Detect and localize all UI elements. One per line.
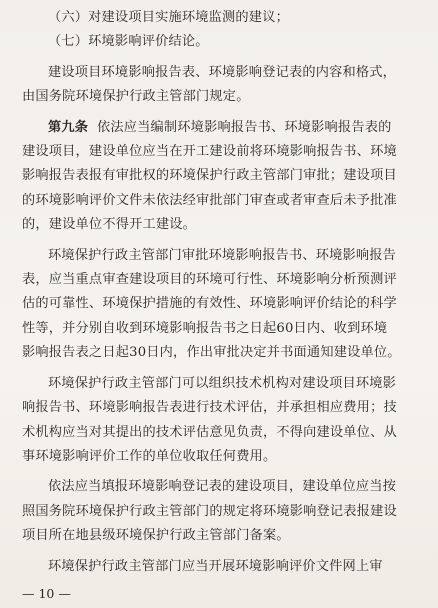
article-text: 依法应当编制环境影响报告书、环境影响报告表的 [96,119,392,135]
article-heading-line [22,116,416,140]
paragraph-line: 术机构应当对其提出的技术评估意见负责，不得向建设单位、从 [22,424,397,440]
paragraph-line: 环境保护行政主管部门应当开展环境影响评价文件网上审 [48,558,383,574]
paragraph-line: 性等，并分别自收到环境影响报告书之日起60日内、收到环境 [22,320,388,336]
paragraph-line: 的环境影响评价文件未依法经审批部门审查或者审查后未予批准 [22,192,397,208]
paragraph-line: 环境保护行政主管部门可以组织技术机构对建设项目环境影 [48,375,397,391]
paragraph-line: 建设项目，建设单位应当在开工建设前将环境影响报告书、环境 [22,144,397,160]
paragraph-line: 表，应当重点审查建设项目的环境可行性、环境影响分析预测评 [22,272,397,288]
paragraph-line: 环境保护行政主管部门审批环境影响报告书、环境影响报告 [48,247,397,263]
article-label: 第九条 [48,119,89,135]
paragraph-line: 由国务院环境保护行政主管部门规定。 [22,89,250,105]
paragraph-line: 影响报告表之日起30日内，作出审批决定并书面通知建设单位。 [22,345,401,361]
paragraph-line: 照国务院环境保护行政主管部门的规定将环境影响登记表报建设 [22,503,397,519]
paragraph-line: 事环境影响评价工作的单位收取任何费用。 [22,448,277,464]
list-item: （六）对建设项目实施环境监测的建议； [48,10,289,25]
paragraph-line: 依法应当填报环境影响登记表的建设项目，建设单位应当按 [48,479,397,495]
list-item: （七）环境影响评价结论。 [48,34,209,50]
paragraph-line: 影响报告表报有审批权的环境保护行政主管部门审批；建设项目 [22,168,397,184]
paragraph-line: 的，建设单位不得开工建设。 [22,217,197,233]
paragraph-line: 建设项目环境影响报告表、环境影响登记表的内容和格式， [48,64,397,80]
paragraph-line: 响报告书、环境影响报告表进行技术评估，并承担相应费用；技 [22,400,397,416]
paragraph-line: 估的可靠性、环境保护措施的有效性、环境影响评价结论的科学 [22,296,397,312]
page-number: — 10 — [22,586,71,601]
paragraph-line: 项目所在地县级环境保护行政主管部门备案。 [22,528,290,544]
